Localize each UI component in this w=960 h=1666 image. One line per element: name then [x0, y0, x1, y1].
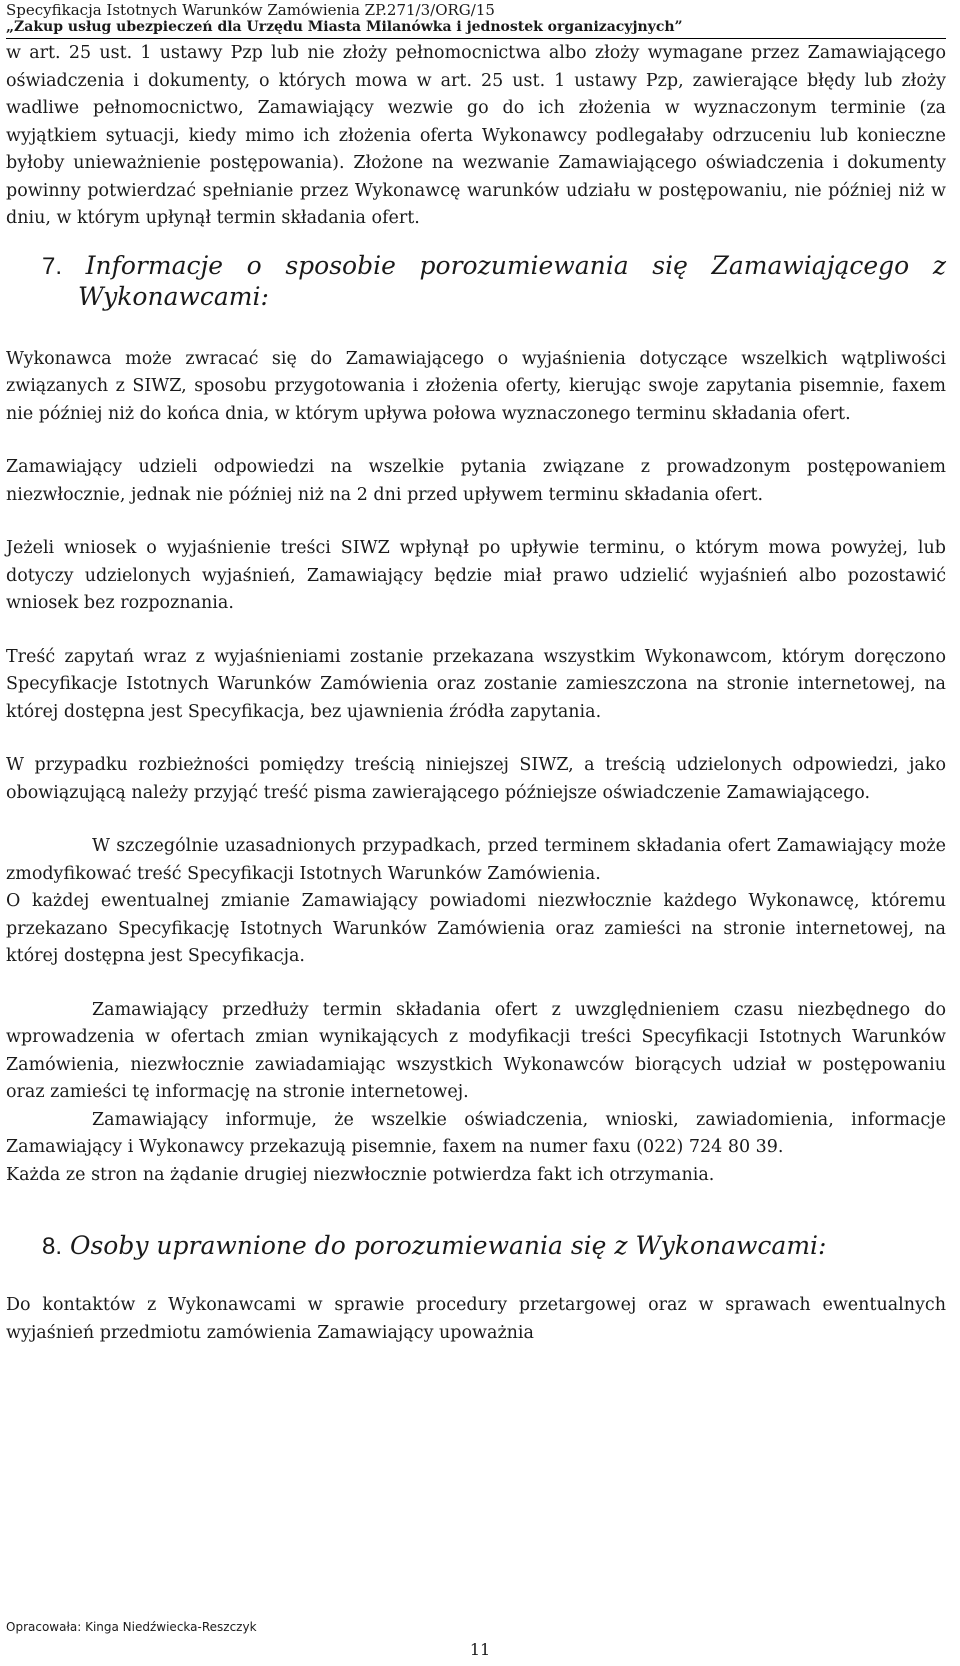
paragraph: Każda ze stron na żądanie drugiej niezwłocznie potwierdza fakt ich otrzymania. — [6, 1164, 715, 1185]
document-body — [6, 40, 946, 1347]
paragraph: Wykonawca może zwracać się do Zamawiającego o wyjaśnienia dotyczące wszelkich wątpliwości związanych z SIWZ, sposobu przygotowania i złożenia oferty, kierując swoje zapytania pisemnie, faxem nie później niż do końca dnia, w którym upływa połowa wyznaczonego terminu składania ofert. — [6, 348, 946, 424]
section-8-title: Osoby uprawnione do porozumiewania się z Wykonawcami: — [69, 1231, 827, 1260]
paragraph: Zamawiający informuje, że wszelkie oświadczenia, wnioski, zawiadomienia, informacje Zamawiający i Wykonawcy przekazują pisemnie, faxem na numer faxu (022) 724 80 39. — [6, 1109, 946, 1157]
intro-paragraph: w art. 25 ust. 1 ustawy Pzp lub nie złoży pełnomocnictwa albo złoży wymagane przez Zamawiającego oświadczenia i dokumenty, o których mowa w art. 25 ust. 1 ustawy Pzp, zawierające błędy lub złoży wadliwe pełnomocnictwo, Zamawiający wezwie go do ich złożenia w wyznaczonym terminie (za wyjątkiem sytuacji, kiedy mimo ich złożenia oferta Wykonawcy podlegałaby odrzuceniu lub konieczne byłoby unieważnienie postępowania). Złożone na wezwanie Zamawiającego oświadczenia i dokumenty powinny potwierdzać spełnianie przez Wykonawcę warunków udziału w postępowaniu, nie później niż w dniu, w którym upłynął termin składania ofert. — [6, 43, 946, 228]
paragraph: Zamawiający przedłuży termin składania ofert z uwzględnieniem czasu niezbędnego do wprowadzenia w ofertach zmian wynikających z modyfikacji treści Specyfikacji Istotnych Warunków Zamówienia, niezwłocznie zawiadamiając wszystkich Wykonawców biorących udział w postępowaniu oraz zamieści tę informację na stronie internetowej. — [6, 999, 946, 1102]
section-8-number: 8. — [42, 1233, 63, 1260]
page-header — [6, 2, 946, 36]
paragraph: W przypadku rozbieżności pomiędzy treścią niniejszej SIWZ, a treścią udzielonych odpowiedzi, jako obowiązującą należy przyjąć treść pisma zawierającego późniejsze oświadczenie Zamawiającego. — [6, 755, 946, 803]
section-7-heading — [42, 251, 946, 312]
page-number: 11 — [469, 1640, 491, 1659]
paragraph: Do kontaktów z Wykonawcami w sprawie procedury przetargowej oraz w sprawach ewentualnych wyjaśnień przedmiotu zamówienia Zamawiający upoważnia — [6, 1295, 946, 1343]
section-7-number: 7. — [42, 252, 63, 280]
section-8-heading — [6, 1231, 946, 1262]
document-subtitle: „Zakup usług ubezpieczeń dla Urzędu Miasta Milanówka i jednostek organizacyjnych” — [6, 19, 683, 35]
paragraph: O każdej ewentualnej zmianie Zamawiający powiadomi niezwłocznie każdego Wykonawcę, któremu przekazano Specyfikację Istotnych Warunków Zamówienia oraz zamieści na stronie internetowej, na której dostępna jest Specyfikacja. — [6, 891, 946, 966]
paragraph: W szczególnie uzasadnionych przypadkach, przed terminem składania ofert Zamawiający może zmodyfikować treść Specyfikacji Istotnych Warunków Zamówienia. — [6, 836, 946, 884]
paragraph: Zamawiający udzieli odpowiedzi na wszelkie pytania związane z prowadzonym postępowaniem niezwłocznie, jednak nie później niż na 2 dni przed upływem terminu składania ofert. — [6, 457, 946, 505]
paragraph: Jeżeli wniosek o wyjaśnienie treści SIWZ wpłynął po upływie terminu, o którym mowa powyżej, lub dotyczy udzielonych wyjaśnień, Zamawiający będzie miał prawo udzielić wyjaśnień albo pozostawić wniosek bez rozpoznania. — [6, 538, 946, 613]
header-rule — [6, 38, 946, 39]
section-7-title: Informacje o sposobie porozumiewania się Zamawiającego z Wykonawcami: — [78, 250, 946, 311]
document-title: Specyfikacja Istotnych Warunków Zamówienia ZP.271/3/ORG/15 — [6, 1, 495, 19]
footer-author: Opracowała: Kinga Niedźwiecka-Reszczyk — [6, 1620, 257, 1634]
paragraph: Treść zapytań wraz z wyjaśnieniami zostanie przekazana wszystkim Wykonawcom, którym doręczono Specyfikacje Istotnych Warunków Zamówienia oraz zostanie zamieszczona na stronie internetowej, na której dostępna jest Specyfikacja, bez ujawnienia źródła zapytania. — [6, 646, 946, 722]
